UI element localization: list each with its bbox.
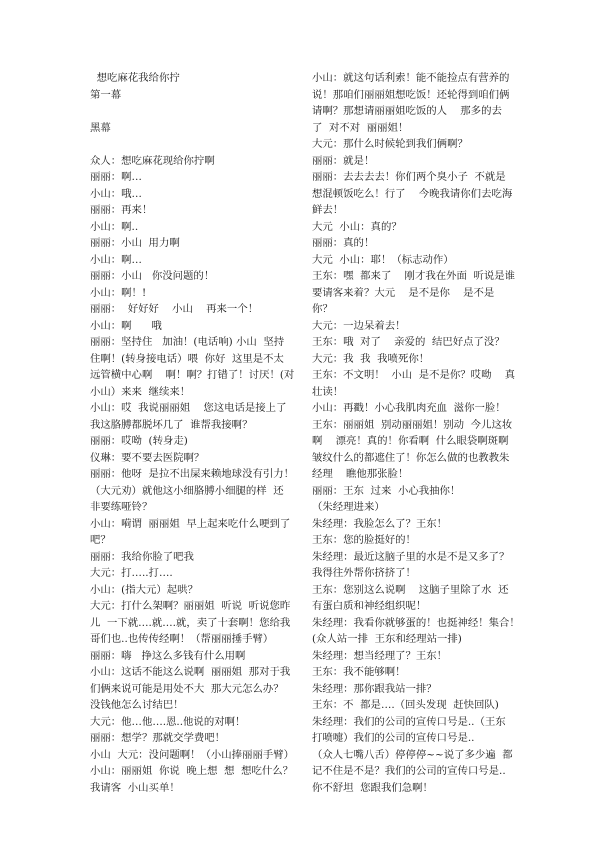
left-column-line: 丽丽：哎呦 (转身走) — [90, 435, 188, 447]
right-column-line: (众人站一排 王东和经理站一排) — [312, 633, 462, 645]
right-column-line: 朱经理：我看你就够蛋的！也挺神经！集合！ — [312, 616, 520, 629]
right-column-line: 朱经理：那你跟我站一排？ — [312, 682, 437, 695]
right-text-column — [312, 70, 532, 796]
left-column-line: 小山：啊… — [90, 253, 142, 266]
right-column-line: 王东：不 都是….（回头发现 赶快回队) — [312, 699, 499, 711]
left-column-line: 丽丽：他呀 是拉不出屎来赖地球没有引力！ — [90, 468, 295, 480]
right-column-line: 朱经理：我们的公司的宣传口号是..（王东 — [312, 715, 506, 728]
left-column-line: 小山：啊 哦 — [90, 319, 162, 332]
left-text-column — [90, 70, 304, 796]
left-column-line: 小山：啊.. — [90, 220, 139, 233]
left-column-line: 大元：打…..打…. — [90, 567, 173, 579]
left-column-line: 远管横中心啊 啊！啊？打错了！讨厌！(对 — [90, 369, 295, 381]
left-column-line: 小山：啊！! — [90, 286, 147, 299]
right-column-line: 大元：那什么时候轮到我们俩啊？ — [312, 138, 468, 150]
left-column-line: 们俩来说可能是用处不大 那大元怎么办？ — [90, 682, 284, 695]
right-column-line: （众人七嘴八舌）停停停~~说了多少遍 都 — [312, 748, 513, 761]
left-column-line: 丽丽：我给你脸了吧我 — [90, 550, 194, 563]
left-column-line: 丽丽：坚持住 加油！(电话响) 小山 坚持 — [90, 336, 285, 348]
right-column-line: 丽丽：去去去去！你们两个臭小子 不就是 — [312, 171, 506, 183]
right-column-line: 说！那咱们丽丽姐想吃饭！还轮得到咱们俩 — [312, 88, 510, 101]
right-column-line: 请啊？那想请丽丽姐吃饭的人 那多的去 — [312, 105, 502, 117]
left-column-line: 小山：这话不能这么说啊 丽丽姐 那对于我 — [90, 666, 291, 678]
left-column-line: 众人：想吃麻花现给你拧啊 — [90, 154, 215, 167]
left-column-line: 吧？ — [90, 534, 111, 546]
left-column-line: 小山：哦… — [90, 187, 142, 200]
right-column-line: 小山：再戳！小心我肌肉充血 滋你一脸！ — [312, 402, 506, 414]
right-column-line: 你？ — [312, 303, 333, 315]
right-column-line: 丽丽：王东 过来 小心我抽你！ — [312, 484, 461, 497]
right-column-line: 丽丽：就是！ — [312, 154, 375, 167]
right-column-line: 啊 漂亮！真的！你看啊 什么眼袋啊斑啊 — [312, 435, 509, 447]
left-column-line: 大元：打什么架啊？丽丽姐 听说 听说您昨 — [90, 600, 291, 612]
right-column-line: 朱经理：我脸怎么了？王东！ — [312, 517, 448, 530]
left-column-line: 哥们也..也传传经啊！（帮丽丽捶手臂） — [90, 633, 274, 645]
right-column-line: 王东：嘿 都来了 刚才我在外面 听说是谁 — [312, 270, 516, 282]
left-column-line: （大元劝）就他这小细胳膊小细腿的样 还 — [90, 484, 284, 497]
right-column-line: 王东：丽丽姐 别动丽丽姐！别动 今儿这妆 — [312, 418, 513, 431]
left-column-line: 黑幕 — [90, 121, 111, 134]
left-column-line: 小山：丽丽姐 你说 晚上想 想 想吃什么？ — [90, 765, 294, 777]
left-column-line: 小山：嗬谓 丽丽姐 早上起来吃什么哽到了 — [90, 517, 291, 530]
left-column-line: 大元：他…他….恩..他说的对啊！ — [90, 715, 246, 728]
left-column-line: 没钱他怎么讨结巴！ — [90, 699, 184, 711]
right-column-line: 丽丽：真的！ — [312, 237, 375, 249]
left-column-line: 第一幕 — [90, 88, 122, 101]
right-column-line: 壮读！ — [312, 385, 344, 398]
left-column-line: 我请客 小山买单！ — [90, 781, 180, 794]
left-column-line: 想吃麻花我给你拧 — [90, 72, 180, 84]
left-column-line: 丽丽：小山 你没问题的！ — [90, 270, 215, 282]
left-column-line: 小山：哎 我说丽丽姐 您这电话是接上了 — [90, 402, 287, 414]
right-column-line: 王东：您的脸挺好的！ — [312, 534, 416, 546]
left-column-line: 丽丽：啊… — [90, 171, 142, 183]
left-column-line: 小山 大元：没问题啊！（小山捧丽丽手臂） — [90, 748, 295, 761]
right-column-line: 大元 小山：真的？ — [312, 220, 402, 233]
left-column-line: 儿 一下就….就….就，卖了十套啊！您给我 — [90, 616, 291, 629]
right-column-line: 王东：您别这么说啊 这脑子里除了水 还 — [312, 583, 509, 596]
right-column-line: 皱纹什么的都遮住了！你怎么做的也教教朱 — [312, 451, 510, 464]
left-column-line: 小山）来来 继续来！ — [90, 385, 191, 398]
right-column-line: 鲜去！ — [312, 204, 344, 216]
right-column-line: 了 对不对 丽丽姐！ — [312, 121, 409, 134]
left-column-line: 丽丽：再来！ — [90, 204, 153, 216]
left-column-line: 丽丽：嗨 挣这么多钱有什么用啊 — [90, 649, 246, 662]
left-column-line: 我这胳膊都脱坏几了 谁帮我接啊？ — [90, 418, 253, 431]
left-column-line: 小山：(指大元）起哄？ — [90, 583, 198, 596]
right-column-line: 王东：我不能够啊！ — [312, 666, 406, 678]
left-column-line — [90, 103, 304, 120]
right-column-line: 打喷嚏）我们的公司的宣传口号是.. — [312, 732, 475, 744]
right-column-line: 大元：我 我 我喷死你！ — [312, 352, 430, 365]
left-column-line: 仪琳：要不要去医院啊？ — [90, 451, 205, 464]
right-column-line: 有蛋白质和神经组织呢！ — [312, 600, 427, 612]
left-column-line: 住啊！(转身接电话）喂 你好 这里是不太 — [90, 352, 284, 365]
right-column-line: 我得往外帮你挤挤了！ — [312, 567, 416, 579]
right-column-line: 你不舒坦 您跟我们急啊！ — [312, 781, 433, 794]
right-column-line: 王东：哦 对了 亲爱的 结巴好点了没？ — [312, 336, 505, 348]
left-column-line: 非要练哑铃？ — [90, 501, 153, 513]
right-column-line: 朱经理：最近这脑子里的水是不是又多了？ — [312, 550, 510, 563]
left-column-line: 丽丽：小山 用力啊 — [90, 237, 180, 249]
right-column-line: 王东：不文明！ 小山 是不是你？哎呦 真 — [312, 369, 516, 381]
right-column-line: 想混顿饭吃么！行了 今晚我请你们去吃海 — [312, 187, 513, 200]
right-column-line: 小山：就这句话利索！能不能捡点有营养的 — [312, 72, 510, 84]
left-column-line: 丽丽：想学？那就交学费吧！ — [90, 732, 226, 744]
right-column-line: （朱经理进来） — [312, 501, 385, 513]
left-column-line: 丽丽： 好好好 小山 再来一个！ — [90, 303, 259, 315]
right-column-line: 经理 瞧他那张脸！ — [312, 468, 409, 480]
right-column-line: 记不住是不是？我们的公司的宣传口号是.. — [312, 765, 506, 777]
right-column-line: 大元 小山：耶！（标志动作） — [312, 253, 454, 266]
right-column-line: 要请客来着？大元 是不是你 是不是 — [312, 286, 495, 299]
right-column-line: 大元：一边呆着去！ — [312, 319, 406, 332]
left-column-line — [90, 136, 304, 153]
right-column-line: 朱经理：想当经理了？王东！ — [312, 649, 448, 662]
